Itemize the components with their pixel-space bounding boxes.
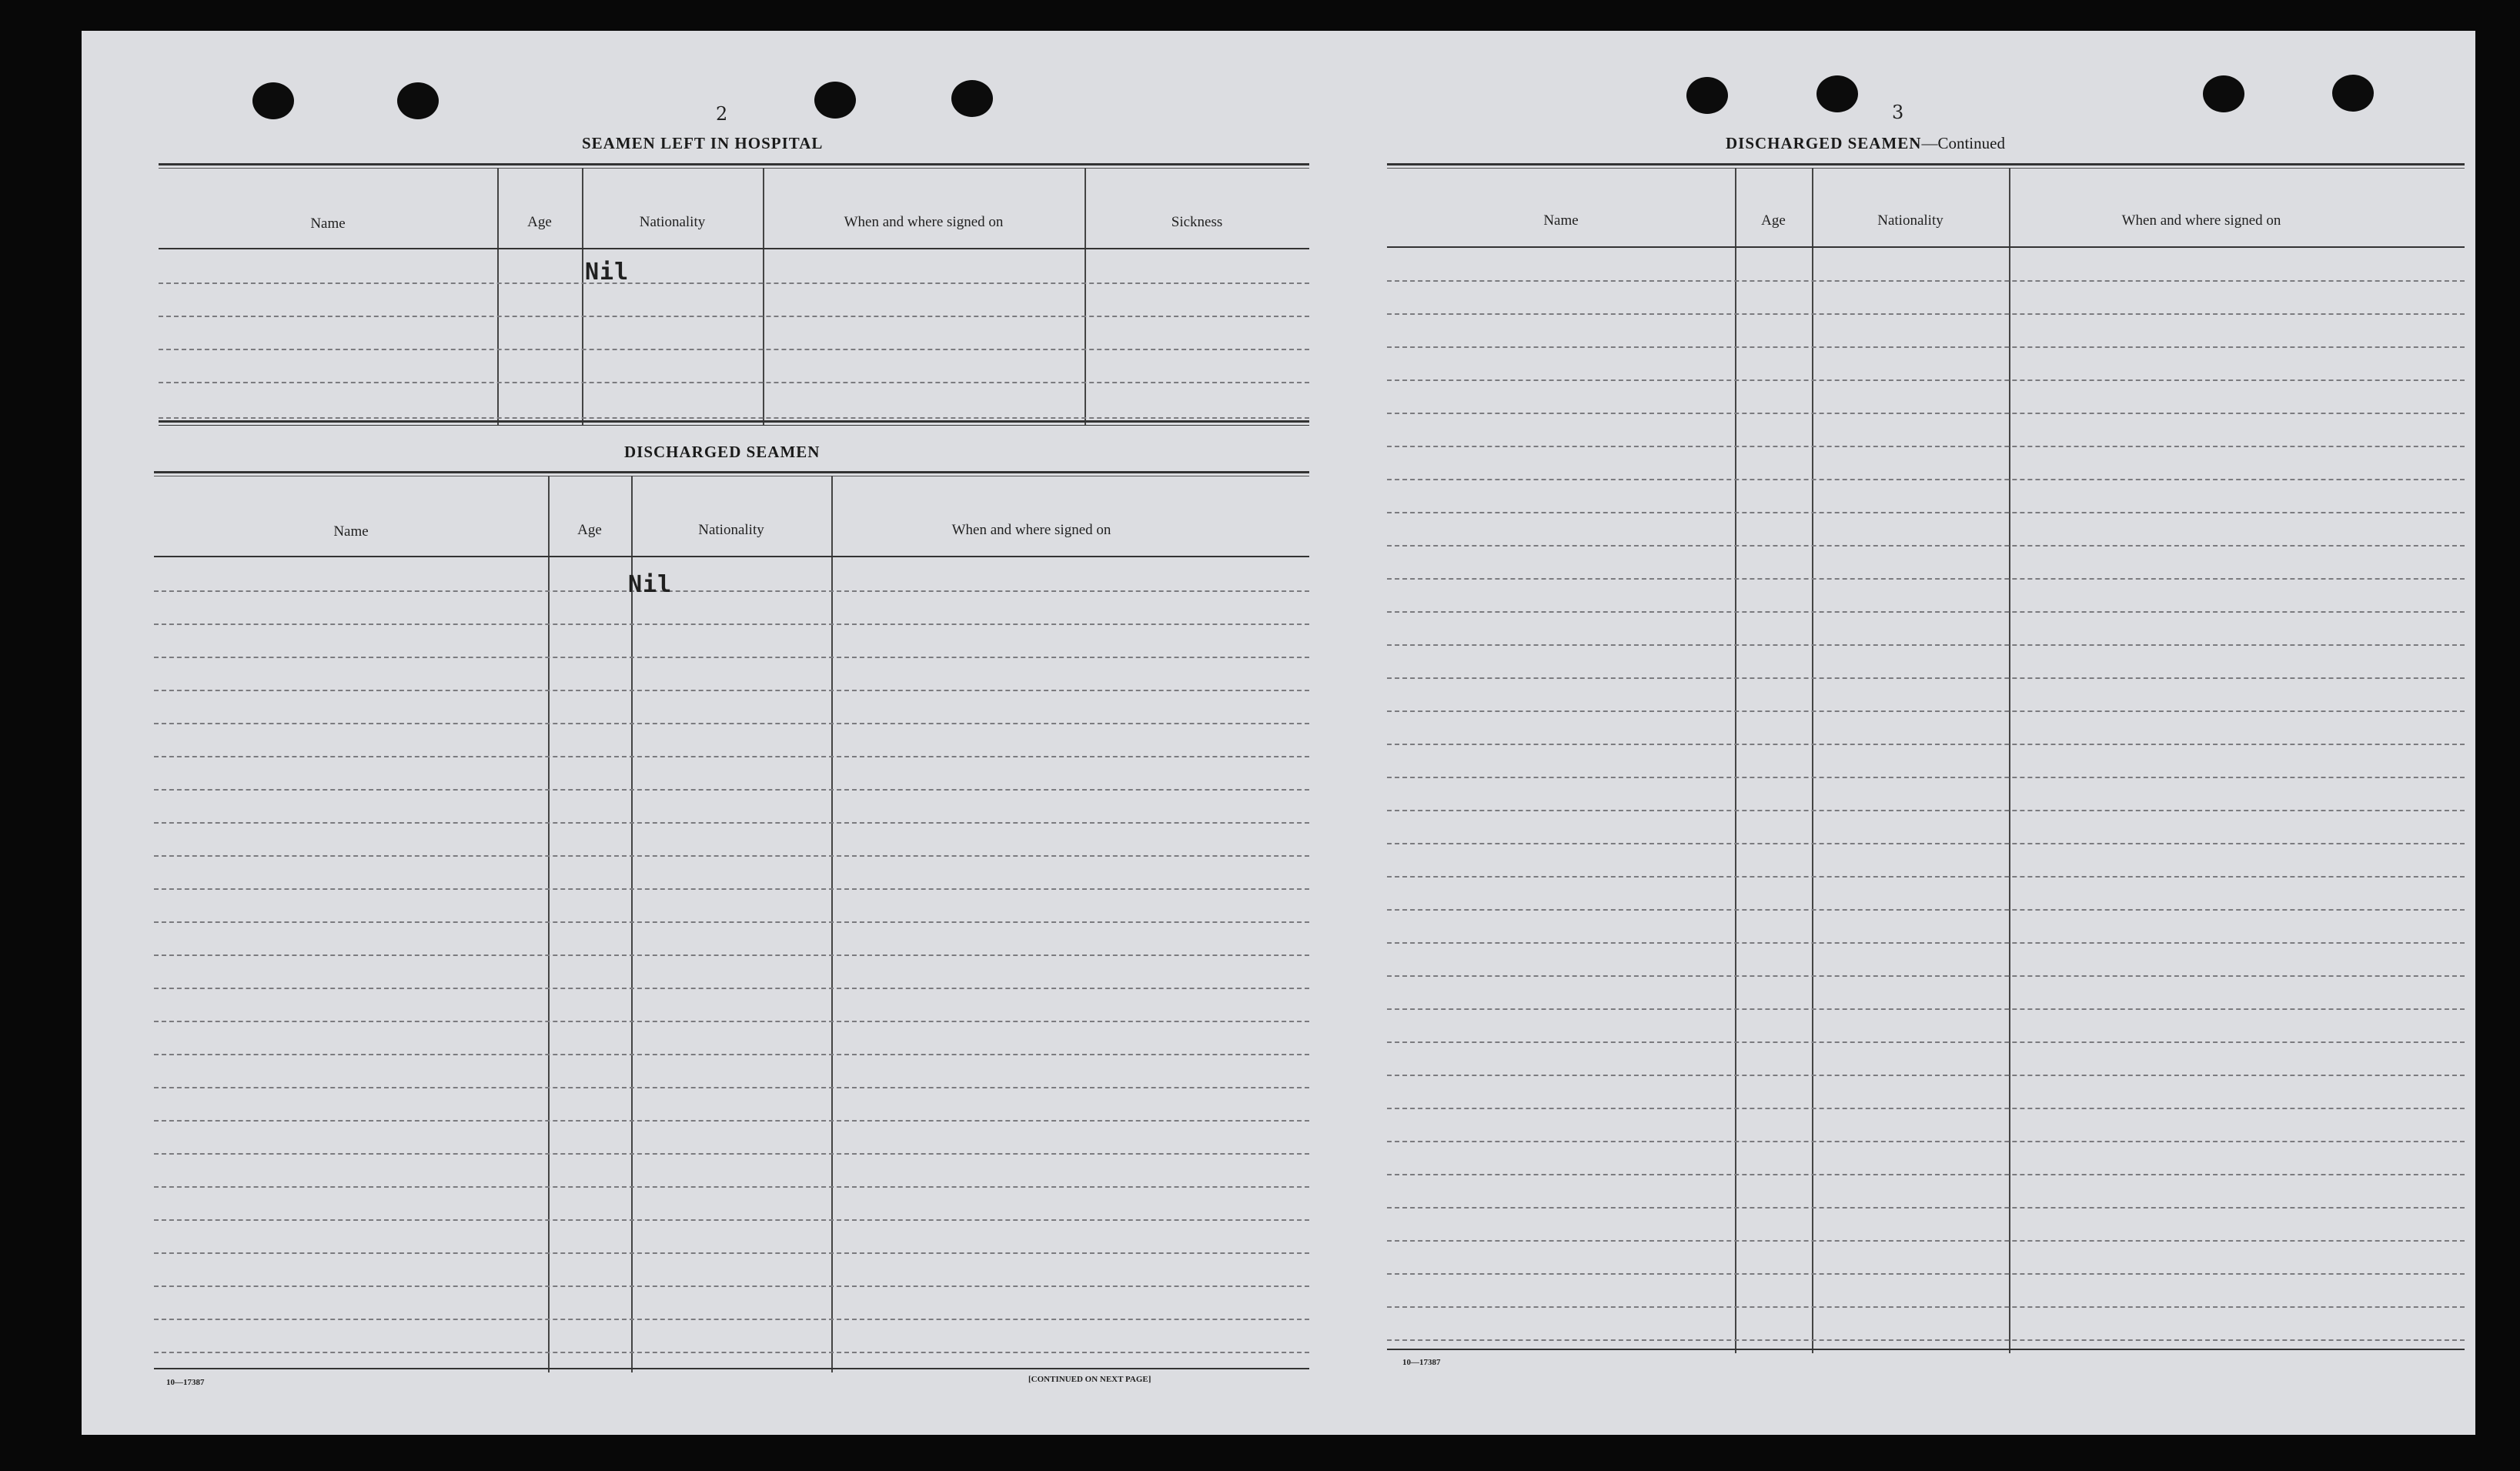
table-bottom-rule: [154, 1368, 1309, 1369]
entry-line: [154, 590, 1309, 592]
entry-line: [154, 723, 1309, 724]
column-header-nationality: Nationality: [1877, 212, 1943, 229]
entry-line: [154, 855, 1309, 857]
punch-hole: [2203, 75, 2244, 112]
header-underline: [154, 556, 1309, 557]
entry-line: [154, 1087, 1309, 1088]
form-number-left: 10—17387: [166, 1378, 205, 1387]
entry-line: [154, 1352, 1309, 1353]
entry-line: [1387, 578, 2465, 580]
entry-line: [159, 417, 1309, 419]
entry-line: [1387, 909, 2465, 911]
table-top-rule: [1387, 168, 2465, 169]
entry-line: [1387, 810, 2465, 811]
column-divider: [1085, 168, 1086, 425]
entry-line: [1387, 1306, 2465, 1308]
entry-line: [154, 657, 1309, 658]
column-divider: [1735, 168, 1736, 1353]
entry-line: [1387, 545, 2465, 547]
entry-line: [1387, 777, 2465, 778]
entry-line: [1387, 843, 2465, 844]
entry-line: [154, 624, 1309, 625]
entry-line: [1387, 413, 2465, 414]
entry-line: [1387, 1108, 2465, 1109]
punch-hole: [1686, 77, 1728, 114]
column-header-age: Age: [527, 214, 552, 230]
table-top-rule: [159, 163, 1309, 165]
column-header-nationality: Nationality: [639, 214, 706, 230]
entry-line: [1387, 1240, 2465, 1242]
header-underline: [159, 248, 1309, 249]
entry-line: [154, 954, 1309, 956]
column-header-signed-on: When and where signed on: [2121, 212, 2281, 229]
entry-line: [159, 349, 1309, 350]
column-header-nationality: Nationality: [698, 522, 764, 538]
entry-line: [154, 1120, 1309, 1122]
entry-line: [159, 316, 1309, 317]
entry-line: [1387, 280, 2465, 282]
table-top-rule: [154, 471, 1309, 473]
entry-line: [154, 988, 1309, 989]
typed-entry-nil: Nil: [628, 571, 673, 598]
entry-line: [154, 1153, 1309, 1155]
column-header-sickness: Sickness: [1171, 214, 1223, 230]
form-sheet: [82, 31, 2475, 1435]
entry-line: [1387, 346, 2465, 348]
punch-hole: [951, 80, 993, 117]
column-divider: [631, 476, 633, 1372]
entry-line: [1387, 1174, 2465, 1175]
column-divider: [1812, 168, 1813, 1353]
column-header-name: Name: [1543, 212, 1579, 229]
entry-line: [154, 1285, 1309, 1287]
table-bottom-rule: [159, 420, 1309, 423]
title-continued: —Continued: [1921, 134, 2005, 152]
discharged-table: [154, 471, 1309, 1402]
column-header-age: Age: [577, 522, 602, 538]
column-divider: [763, 168, 764, 425]
typed-entry-nil: Nil: [585, 259, 630, 286]
punch-hole: [1816, 75, 1858, 112]
entry-line: [1387, 975, 2465, 977]
form-number-right: 10—17387: [1402, 1358, 1441, 1367]
discharged-continued-title: [1726, 134, 2005, 153]
entry-line: [1387, 1141, 2465, 1142]
column-header-age: Age: [1761, 212, 1786, 229]
entry-line: [1387, 744, 2465, 745]
entry-line: [1387, 1008, 2465, 1010]
entry-line: [1387, 1339, 2465, 1341]
entry-line: [159, 382, 1309, 383]
entry-line: [159, 282, 1309, 284]
punch-hole: [814, 82, 856, 119]
table-top-rule: [159, 168, 1309, 169]
entry-line: [1387, 379, 2465, 381]
entry-line: [154, 690, 1309, 691]
entry-line: [1387, 446, 2465, 447]
entry-line: [1387, 644, 2465, 646]
entry-line: [1387, 479, 2465, 480]
table-bottom-rule: [1387, 1349, 2465, 1350]
column-divider: [548, 476, 550, 1372]
header-underline: [1387, 246, 2465, 248]
entry-line: [154, 1054, 1309, 1055]
hospital-table: [159, 163, 1309, 456]
column-header-name: Name: [310, 216, 346, 232]
column-header-signed-on: When and where signed on: [844, 214, 1004, 230]
column-header-name: Name: [333, 523, 369, 540]
entry-line: [1387, 611, 2465, 613]
entry-line: [1387, 876, 2465, 878]
column-divider: [831, 476, 833, 1372]
entry-line: [1387, 512, 2465, 513]
entry-line: [1387, 1273, 2465, 1275]
punch-hole: [2332, 75, 2374, 112]
discharged-continued-table: [1387, 163, 2465, 1395]
entry-line: [1387, 710, 2465, 712]
entry-line: [1387, 942, 2465, 944]
entry-line: [1387, 1207, 2465, 1209]
title-main: DISCHARGED SEAMEN: [1726, 134, 1922, 152]
entry-line: [1387, 313, 2465, 315]
entry-line: [154, 1219, 1309, 1221]
discharged-section-title: DISCHARGED SEAMEN: [624, 443, 821, 461]
continued-note: [CONTINUED ON NEXT PAGE]: [1028, 1375, 1151, 1384]
entry-line: [154, 1252, 1309, 1254]
entry-line: [154, 888, 1309, 890]
punch-hole: [397, 82, 439, 119]
entry-line: [154, 921, 1309, 923]
column-divider: [582, 168, 583, 425]
entry-line: [1387, 1075, 2465, 1076]
punch-hole: [252, 82, 294, 119]
table-bottom-rule: [159, 425, 1309, 426]
entry-line: [154, 1021, 1309, 1022]
hospital-section-title: SEAMEN LEFT IN HOSPITAL: [582, 134, 824, 152]
entry-line: [154, 789, 1309, 791]
entry-line: [154, 756, 1309, 757]
column-header-signed-on: When and where signed on: [951, 522, 1111, 538]
entry-line: [1387, 677, 2465, 679]
entry-line: [154, 1319, 1309, 1320]
entry-line: [1387, 1041, 2465, 1043]
table-top-rule: [1387, 163, 2465, 165]
page-number-right: 3: [1892, 102, 1904, 123]
entry-line: [154, 1186, 1309, 1188]
entry-line: [154, 822, 1309, 824]
column-divider: [2009, 168, 2010, 1353]
column-divider: [497, 168, 499, 425]
page-number-left: 2: [716, 103, 728, 125]
